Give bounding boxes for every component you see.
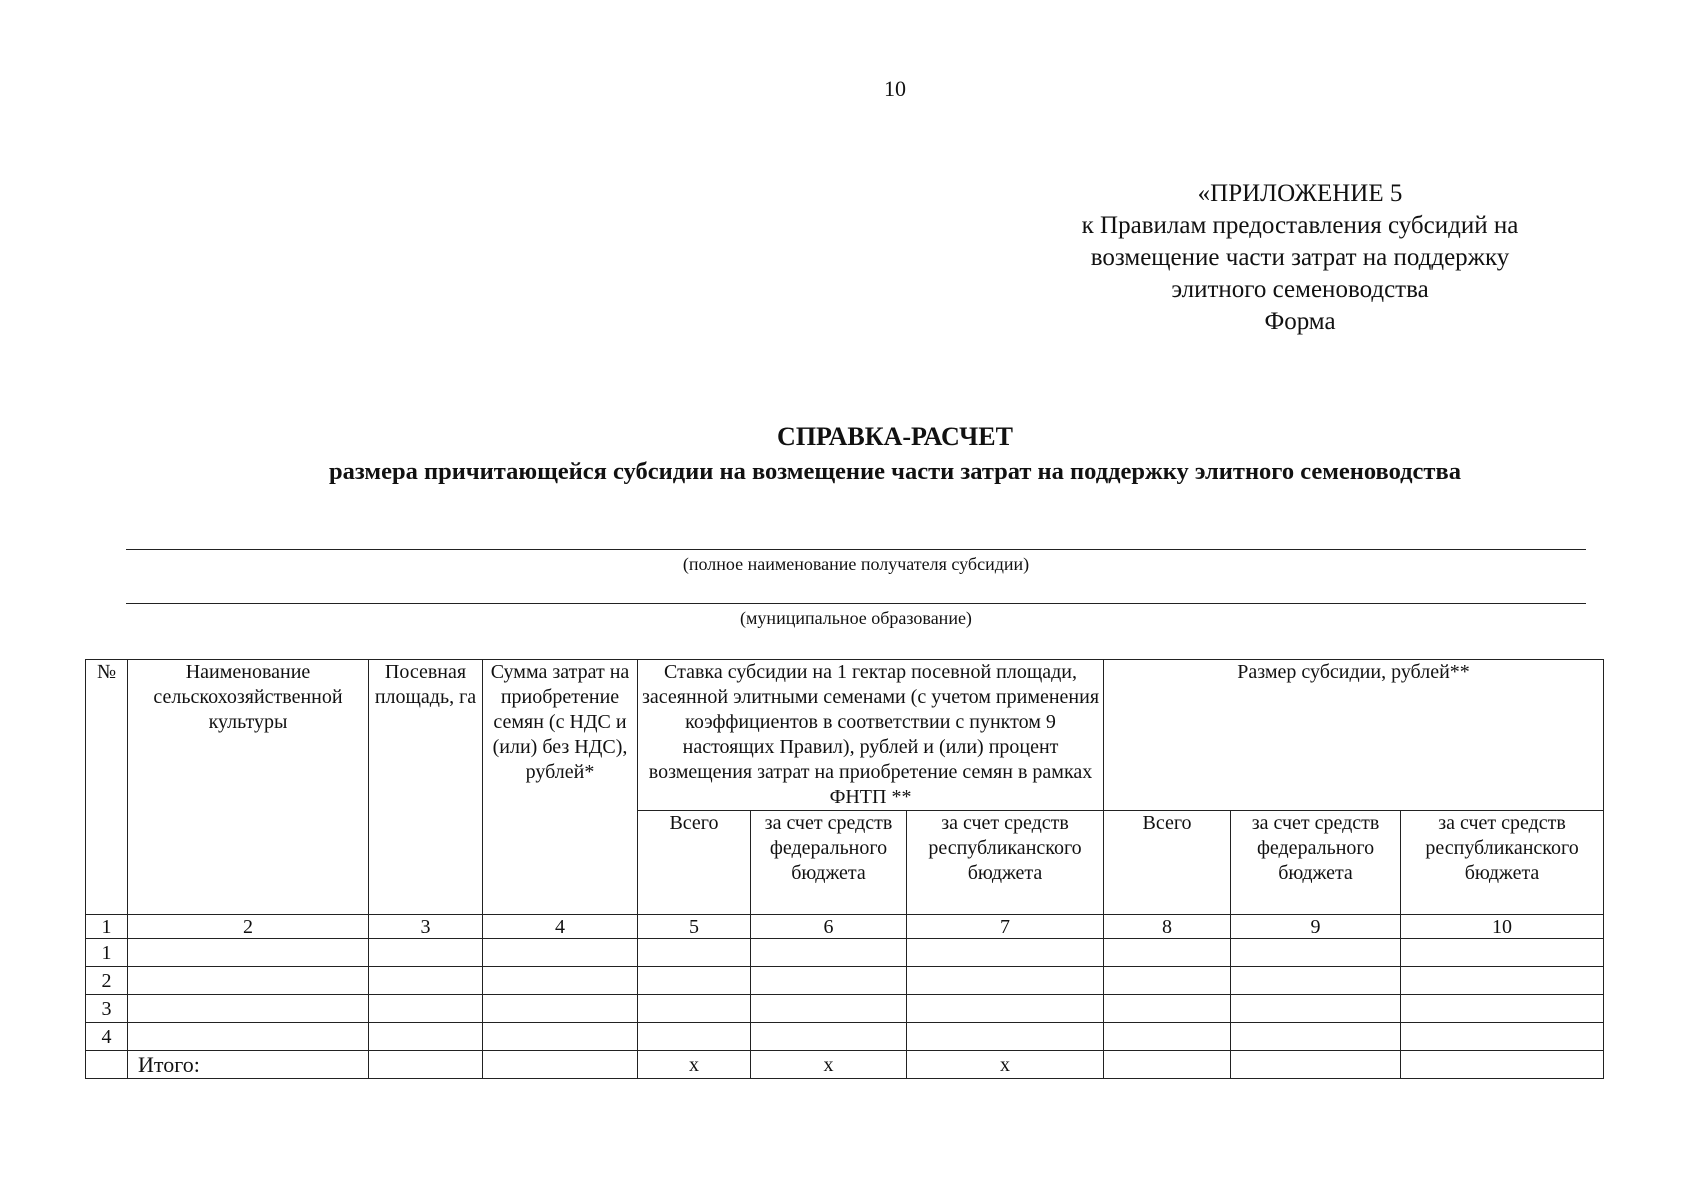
appendix-header (1020, 178, 1580, 338)
cell-cost-sum (483, 995, 638, 1023)
total-cost-sum (483, 1051, 638, 1079)
header-subsidy-republic: за счет средств республиканского бюджета (1401, 811, 1604, 915)
cell-rate-republic (907, 939, 1104, 967)
table-row (86, 1023, 1604, 1051)
total-area (369, 1051, 483, 1079)
cell-subsidy-republic (1401, 939, 1604, 967)
cell-subsidy-total (1104, 995, 1231, 1023)
column-number: 9 (1231, 915, 1401, 939)
appendix-line-4: элитного семеноводства (1171, 276, 1429, 303)
cell-subsidy-total (1104, 1023, 1231, 1051)
cell-subsidy-federal (1231, 995, 1401, 1023)
cell-crop-name (128, 995, 369, 1023)
total-subsidy-republic (1401, 1051, 1604, 1079)
appendix-line-1: «ПРИЛОЖЕНИЕ 5 (1197, 180, 1403, 207)
table-row (86, 995, 1604, 1023)
total-label: Итого: (128, 1051, 369, 1079)
header-rate-group: Ставка субсидии на 1 гектар посевной площади, засеянной элитными семенами (с учетом применения коэффициентов в соответствии с пунктом 9 настоящих Правил), рублей и (или) процент возмещения затрат на приобретение семян в рамках ФНТП ** (638, 660, 1104, 811)
cell-rate-total (638, 1023, 751, 1051)
header-cost-sum: Сумма затрат на приобретение семян (с НДС и (или) без НДС), рублей* (483, 660, 638, 915)
cell-rate-federal (751, 1023, 907, 1051)
table-row (86, 967, 1604, 995)
header-crop-name: Наименование сельскохозяйственной культуры (128, 660, 369, 915)
cell-area (369, 967, 483, 995)
cell-rate-federal (751, 995, 907, 1023)
cell-subsidy-total (1104, 967, 1231, 995)
column-number: 3 (369, 915, 483, 939)
header-area: Посевная площадь, га (369, 660, 483, 915)
cell-rate-total (638, 939, 751, 967)
total-subsidy-total (1104, 1051, 1231, 1079)
cell-subsidy-republic (1401, 967, 1604, 995)
calculation-table (85, 659, 1604, 1079)
column-number: 8 (1104, 915, 1231, 939)
cell-cost-sum (483, 1023, 638, 1051)
cell-crop-name (128, 939, 369, 967)
header-row-1 (86, 660, 1604, 811)
cell-crop-name (128, 1023, 369, 1051)
header-no: № (86, 660, 128, 915)
column-number: 1 (86, 915, 128, 939)
cell-rate-republic (907, 967, 1104, 995)
header-subsidy-total: Всего (1104, 811, 1231, 915)
row-number: 2 (86, 967, 128, 995)
column-number: 10 (1401, 915, 1604, 939)
row-number: 3 (86, 995, 128, 1023)
cell-rate-federal (751, 967, 907, 995)
cell-cost-sum (483, 939, 638, 967)
header-subsidy-federal: за счет средств федерального бюджета (1231, 811, 1401, 915)
column-number-row (86, 915, 1604, 939)
header-rate-total: Всего (638, 811, 751, 915)
appendix-line-2: к Правилам предоставления субсидий на (1081, 212, 1519, 239)
row-number: 1 (86, 939, 128, 967)
cell-cost-sum (483, 967, 638, 995)
cell-rate-republic (907, 1023, 1104, 1051)
cell-subsidy-total (1104, 939, 1231, 967)
cell-subsidy-federal (1231, 939, 1401, 967)
cell-area (369, 939, 483, 967)
total-row (86, 1051, 1604, 1079)
form-label: Форма (1264, 308, 1336, 335)
cell-subsidy-republic (1401, 1023, 1604, 1051)
document-subtitle: размера причитающейся субсидии на возмещение части затрат на поддержку элитного семеноводства (329, 458, 1461, 485)
column-number: 2 (128, 915, 369, 939)
header-rate-republic: за счет средств республиканского бюджета (907, 811, 1104, 915)
cell-area (369, 995, 483, 1023)
cell-rate-total (638, 995, 751, 1023)
document-title: СПРАВКА-РАСЧЕТ (777, 422, 1013, 451)
cell-subsidy-federal (1231, 967, 1401, 995)
cell-rate-republic (907, 995, 1104, 1023)
total-subsidy-federal (1231, 1051, 1401, 1079)
recipient-caption: (полное наименование получателя субсидии) (682, 554, 1030, 574)
column-number: 4 (483, 915, 638, 939)
cell-rate-total (638, 967, 751, 995)
cell-subsidy-republic (1401, 995, 1604, 1023)
cell-area (369, 1023, 483, 1051)
header-rate-federal: за счет средств федерального бюджета (751, 811, 907, 915)
column-number: 6 (751, 915, 907, 939)
page-number: 10 (884, 76, 906, 101)
municipality-caption: (муниципальное образование) (740, 608, 972, 628)
recipient-name-line (126, 549, 1586, 550)
total-rate-federal: x (751, 1051, 907, 1079)
cell-crop-name (128, 967, 369, 995)
municipality-line (126, 603, 1586, 604)
total-rate-republic: x (907, 1051, 1104, 1079)
total-rate-total: x (638, 1051, 751, 1079)
appendix-line-3: возмещение части затрат на поддержку (1090, 244, 1510, 271)
total-row-number (86, 1051, 128, 1079)
cell-rate-federal (751, 939, 907, 967)
table-row (86, 939, 1604, 967)
column-number: 5 (638, 915, 751, 939)
header-subsidy-group: Размер субсидии, рублей** (1104, 660, 1604, 811)
cell-subsidy-federal (1231, 1023, 1401, 1051)
row-number: 4 (86, 1023, 128, 1051)
column-number: 7 (907, 915, 1104, 939)
